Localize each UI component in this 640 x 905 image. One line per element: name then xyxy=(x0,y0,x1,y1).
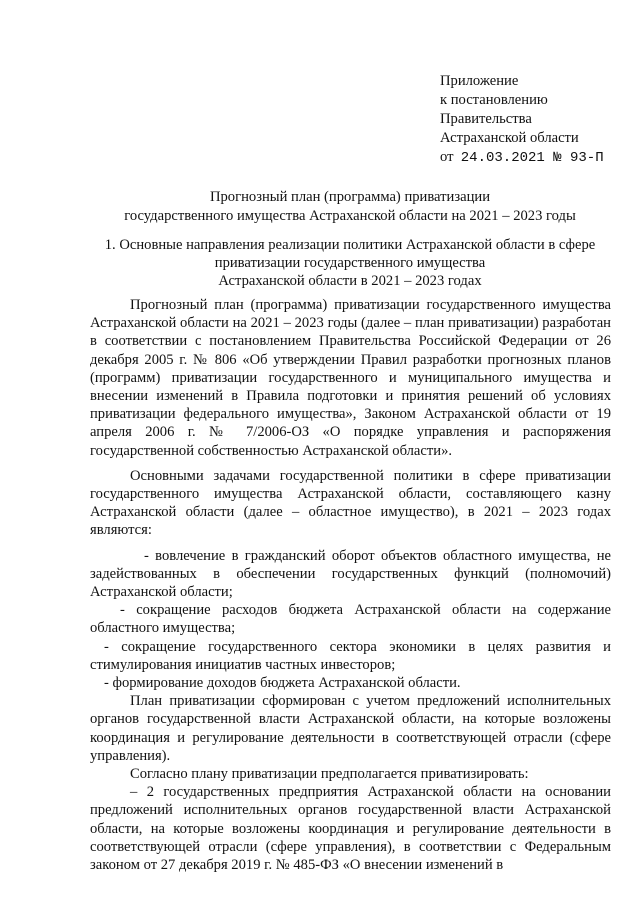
appendix-line: Приложение xyxy=(440,73,519,89)
paragraph: Прогнозный план (программа) приватизации государственного имущества Астраханской области на 2021 – 2023 годы (далее – план приватизации) разработан в соответствии с постановлением Правительства Российской Федерации от 26 декабря 2005 г. № 806 «Об утверждении Правил разработки прогнозных планов (программ) приватизации государственного и муниципального имущества и внесении изменений в Правила подготовки и принятия решений об условиях приватизации федерального имущества», Законом Астраханской области от 19 апреля 2006 г. № 7/2006-ОЗ «О порядке управления и распоряжения государственной собственностью Астраханской области». xyxy=(90,297,611,459)
section-line: 1. Основные направления реализации политики Астраханской области в сфере xyxy=(104,237,596,253)
appendix-block xyxy=(440,72,630,168)
document-body xyxy=(90,296,611,874)
title-line: государственного имущества Астраханской области на 2021 – 2023 годы xyxy=(124,208,576,224)
decree-date-line xyxy=(440,148,630,168)
list-item: - сокращение государственного сектора экономики в целях развития и стимулирования инициатив частных инвесторов; xyxy=(90,638,611,673)
list-item: - вовлечение в гражданский оборот объектов областного имущества, не задействованных в обеспечении государственных функций (полномочий) Астраханской области; xyxy=(90,547,611,601)
list-item: - формирование доходов бюджета Астраханской области. xyxy=(104,675,461,692)
title-line: Прогнозный план (программа) приватизации xyxy=(209,189,491,205)
decree-date-value: 24.03.2021 № 93-П xyxy=(460,150,604,166)
paragraph: – 2 государственных предприятия Астраханской области на основании предложений исполнительных органов государственной власти Астраханской области, на которые возложены координация и регулирование деятельности в соответствующей отрасли (сфере управления), в соответствии с Федеральным законом от 27 декабря 2019 г. № 485-ФЗ «О внесении изменений в xyxy=(90,784,611,874)
section-line: приватизации государственного имущества xyxy=(214,255,486,271)
appendix-line: к постановлению xyxy=(440,92,548,108)
paragraph: Основными задачами государственной политики в сфере приватизации государственного имущества Астраханской области, составляющего казну Астраханской области (далее – областное имущество), в 2021 – 2023 годах являются: xyxy=(90,467,611,539)
section-line: Астраханской области в 2021 – 2023 годах xyxy=(218,273,482,289)
appendix-line: Астраханской области xyxy=(440,130,579,146)
section-heading xyxy=(72,236,628,290)
paragraph: План приватизации сформирован с учетом предложений исполнительных органов государственной власти Астраханской области, на которые возложены координация и регулирование деятельности в соответствующей отрасли (сфере управления). xyxy=(90,693,611,764)
date-prefix: от xyxy=(440,149,454,165)
document-title xyxy=(60,188,640,226)
paragraph: Согласно плану приватизации предполагается приватизировать: xyxy=(130,766,529,783)
appendix-line: Правительства xyxy=(440,111,532,127)
list-item: - сокращение расходов бюджета Астраханской области на содержание областного имущества; xyxy=(90,602,611,637)
